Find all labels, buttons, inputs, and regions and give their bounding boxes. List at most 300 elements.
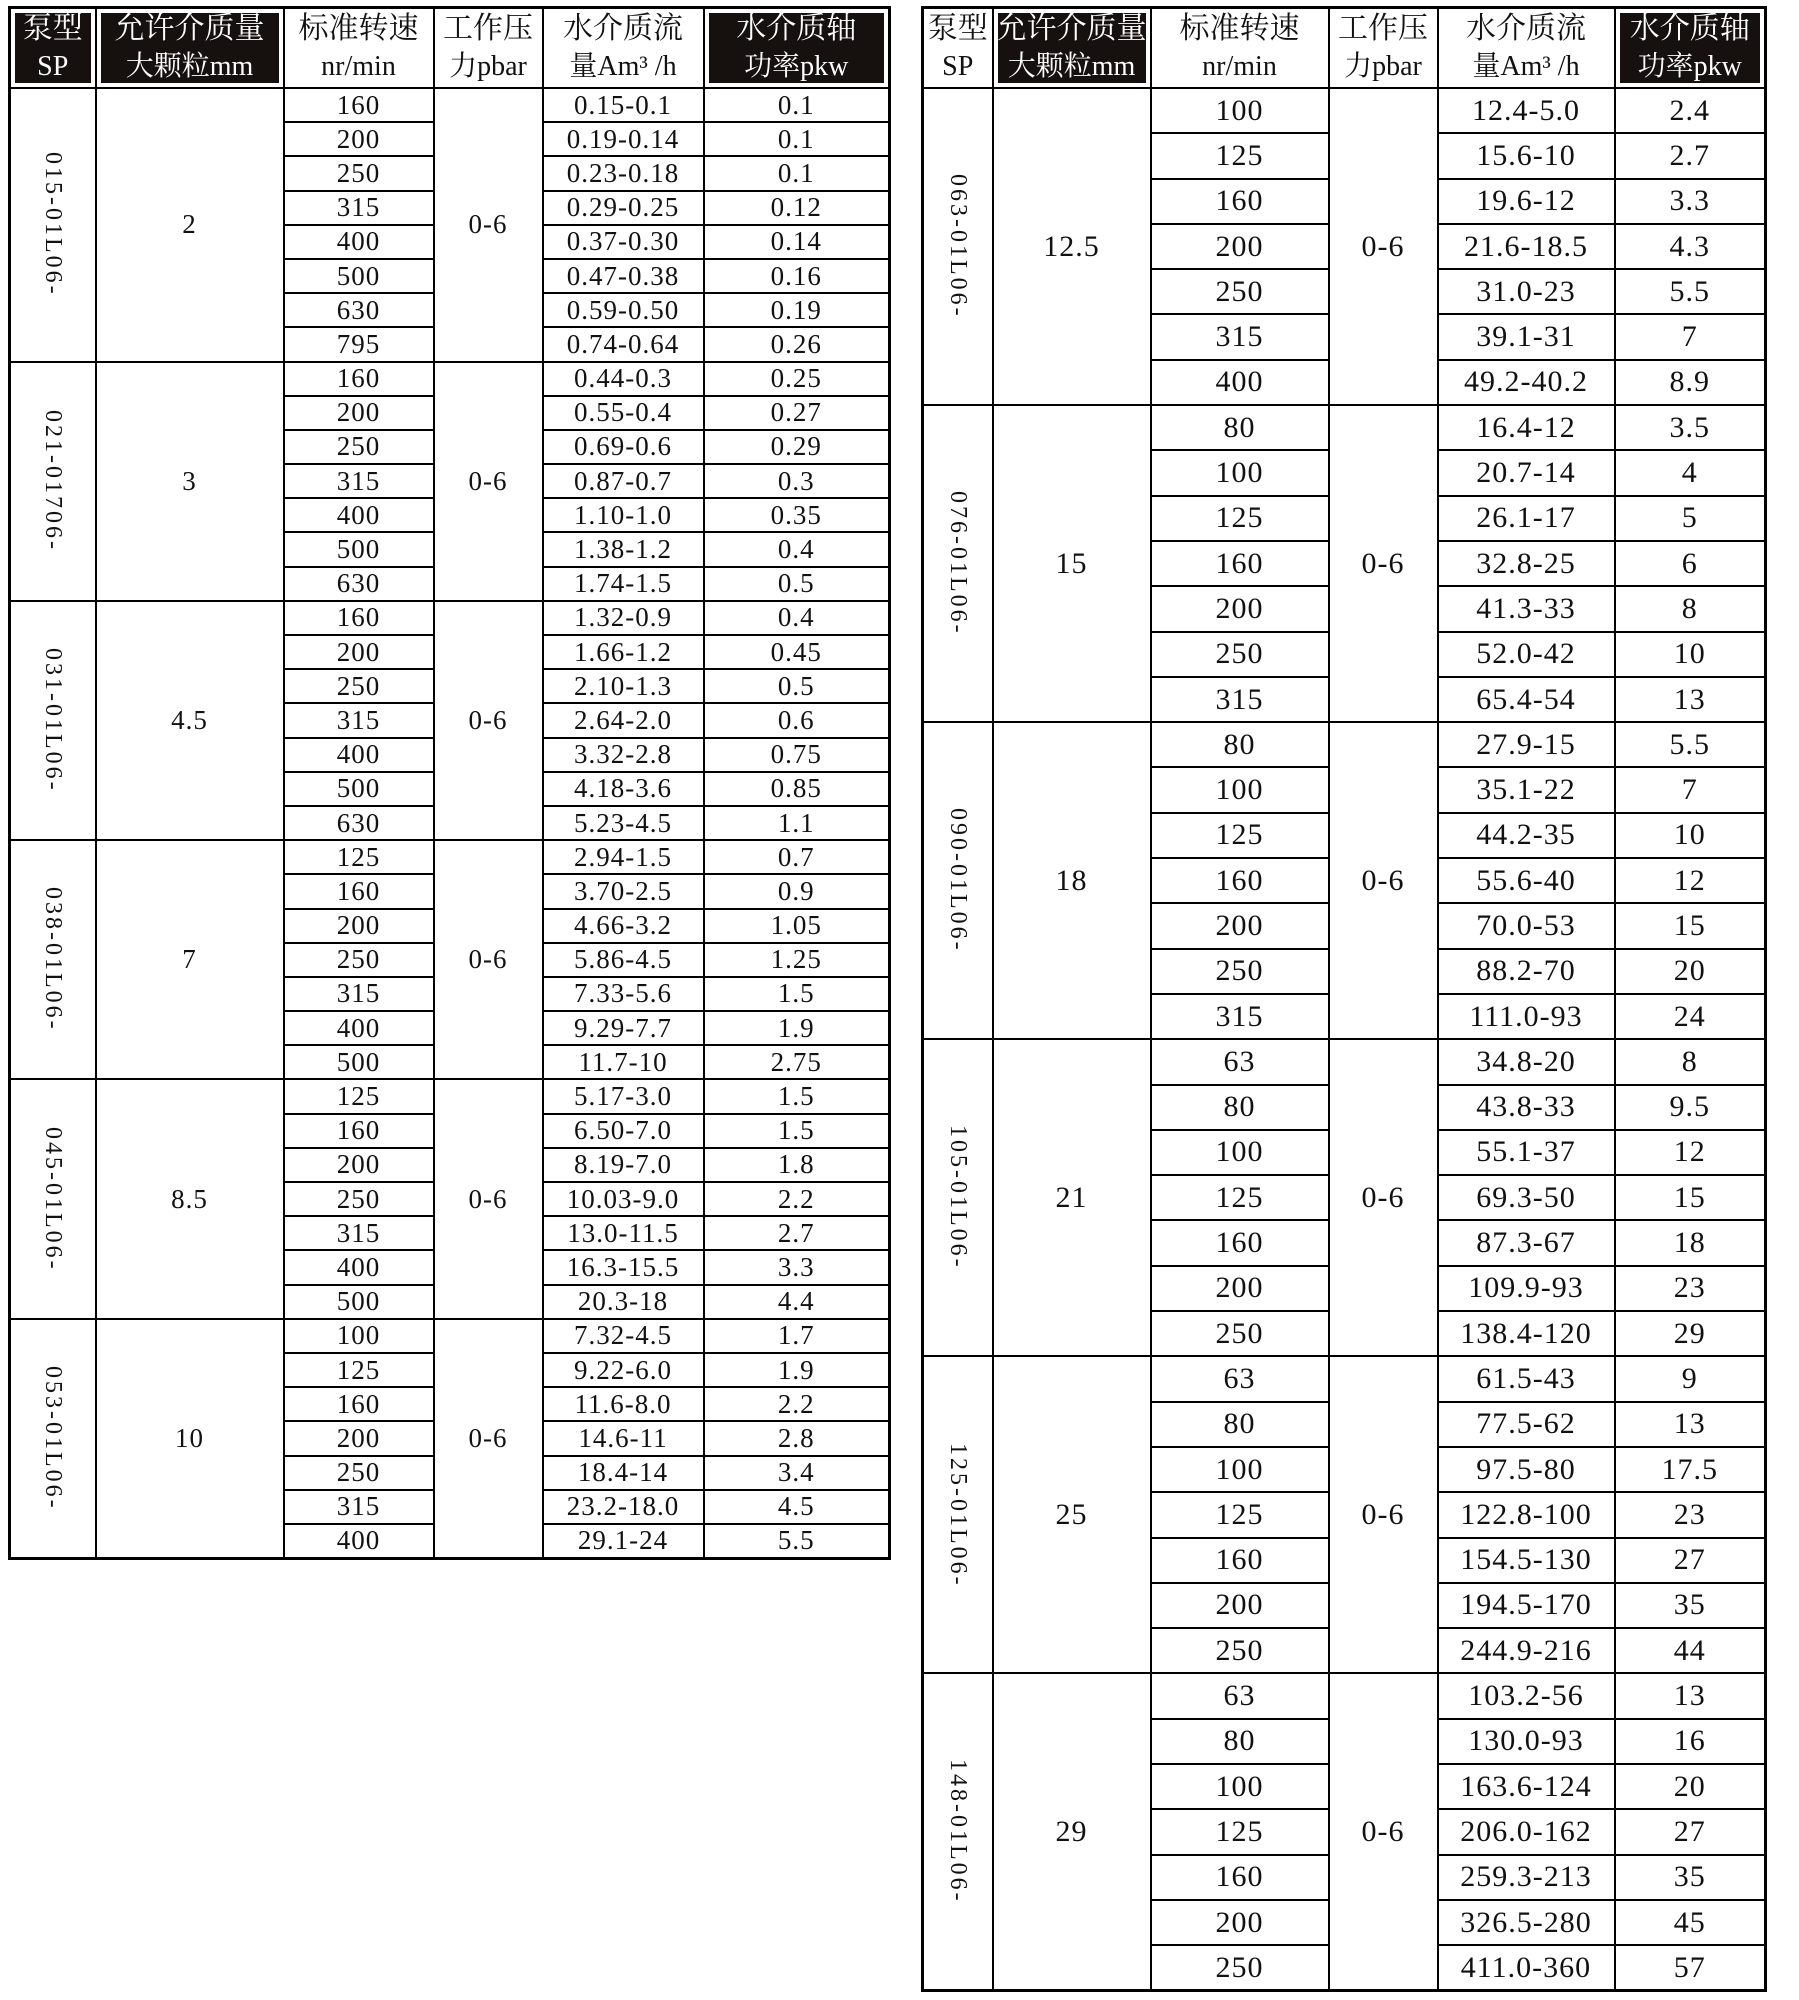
speed-cell: 80 xyxy=(1151,405,1329,450)
pump-model-cell xyxy=(923,1673,993,1990)
flow-rate-cell: 138.4-120 xyxy=(1438,1311,1615,1356)
pump-model-cell xyxy=(10,362,96,601)
column-header xyxy=(284,8,434,89)
flow-rate-cell: 39.1-31 xyxy=(1438,314,1615,359)
speed-cell: 200 xyxy=(284,122,434,156)
speed-cell: 160 xyxy=(284,874,434,908)
flow-rate-cell: 0.47-0.38 xyxy=(543,259,704,293)
shaft-power-cell: 3.5 xyxy=(1615,405,1766,450)
shaft-power-cell: 0.16 xyxy=(704,259,890,293)
shaft-power-cell: 0.9 xyxy=(704,874,890,908)
flow-rate-cell: 10.03-9.0 xyxy=(543,1182,704,1216)
shaft-power-cell: 13 xyxy=(1615,1673,1766,1718)
flow-rate-cell: 7.33-5.6 xyxy=(543,977,704,1011)
shaft-power-cell: 18 xyxy=(1615,1220,1766,1265)
flow-rate-cell: 49.2-40.2 xyxy=(1438,360,1615,405)
shaft-power-cell: 0.12 xyxy=(704,191,890,225)
flow-rate-cell: 97.5-80 xyxy=(1438,1447,1615,1492)
working-pressure-cell: 0-6 xyxy=(434,88,543,362)
speed-cell: 250 xyxy=(1151,1945,1329,1990)
flow-rate-cell: 0.74-0.64 xyxy=(543,327,704,361)
column-header xyxy=(434,8,543,89)
flow-rate-cell: 26.1-17 xyxy=(1438,496,1615,541)
speed-cell: 315 xyxy=(284,703,434,737)
speed-cell: 500 xyxy=(284,1045,434,1079)
speed-cell: 315 xyxy=(1151,994,1329,1039)
flow-rate-cell: 1.38-1.2 xyxy=(543,532,704,566)
speed-cell: 100 xyxy=(284,1319,434,1353)
column-header xyxy=(543,8,704,89)
particle-size-cell: 25 xyxy=(993,1356,1151,1673)
shaft-power-cell: 0.1 xyxy=(704,122,890,156)
flow-rate-cell: 21.6-18.5 xyxy=(1438,224,1615,269)
speed-cell: 160 xyxy=(284,362,434,396)
flow-rate-cell: 194.5-170 xyxy=(1438,1583,1615,1628)
shaft-power-cell: 2.7 xyxy=(704,1216,890,1250)
speed-cell: 100 xyxy=(1151,450,1329,495)
speed-cell: 100 xyxy=(1151,1764,1329,1809)
flow-rate-cell: 4.66-3.2 xyxy=(543,909,704,943)
flow-rate-cell: 4.18-3.6 xyxy=(543,772,704,806)
flow-rate-cell: 15.6-10 xyxy=(1438,133,1615,178)
pump-model-text: 015-01L06- xyxy=(39,152,66,298)
flow-rate-cell: 52.0-42 xyxy=(1438,632,1615,677)
flow-rate-cell: 0.15-0.1 xyxy=(543,88,704,122)
column-header-line1: 允许介质量 xyxy=(996,12,1147,45)
shaft-power-cell: 1.05 xyxy=(704,909,890,943)
flow-rate-cell: 41.3-33 xyxy=(1438,586,1615,631)
flow-rate-cell: 5.23-4.5 xyxy=(543,806,704,840)
speed-cell: 250 xyxy=(284,1456,434,1490)
column-header-line1: 水介质轴 xyxy=(736,12,857,45)
flow-rate-cell: 0.59-0.50 xyxy=(543,293,704,327)
flow-rate-cell: 65.4-54 xyxy=(1438,677,1615,722)
speed-cell: 100 xyxy=(1151,767,1329,812)
speed-cell: 200 xyxy=(1151,1583,1329,1628)
pump-table-left xyxy=(8,6,891,1560)
working-pressure-cell: 0-6 xyxy=(434,1319,543,1558)
flow-rate-cell: 1.74-1.5 xyxy=(543,567,704,601)
flow-rate-cell: 5.17-3.0 xyxy=(543,1079,704,1113)
column-header xyxy=(923,8,993,89)
pump-model-cell xyxy=(923,1356,993,1673)
pump-model-text: 076-01L06- xyxy=(944,491,971,636)
shaft-power-cell: 0.85 xyxy=(704,772,890,806)
shaft-power-cell: 0.26 xyxy=(704,327,890,361)
speed-cell: 250 xyxy=(1151,632,1329,677)
column-header-line2: 力pbar xyxy=(1344,51,1422,82)
flow-rate-cell: 0.29-0.25 xyxy=(543,191,704,225)
particle-size-cell: 15 xyxy=(993,405,1151,722)
shaft-power-cell: 23 xyxy=(1615,1492,1766,1537)
shaft-power-cell: 1.7 xyxy=(704,1319,890,1353)
working-pressure-cell: 0-6 xyxy=(1329,1673,1438,1990)
flow-rate-cell: 35.1-22 xyxy=(1438,767,1615,812)
shaft-power-cell: 2.75 xyxy=(704,1045,890,1079)
shaft-power-cell: 0.7 xyxy=(704,840,890,874)
shaft-power-cell: 8 xyxy=(1615,1039,1766,1084)
shaft-power-cell: 0.1 xyxy=(704,88,890,122)
speed-cell: 500 xyxy=(284,532,434,566)
shaft-power-cell: 1.25 xyxy=(704,943,890,977)
speed-cell: 125 xyxy=(1151,813,1329,858)
header-row xyxy=(923,8,1766,89)
flow-rate-cell: 16.4-12 xyxy=(1438,405,1615,450)
flow-rate-cell: 9.22-6.0 xyxy=(543,1353,704,1387)
particle-size-cell: 8.5 xyxy=(96,1079,284,1318)
particle-size-cell: 3 xyxy=(96,362,284,601)
speed-cell: 315 xyxy=(284,191,434,225)
shaft-power-cell: 12 xyxy=(1615,858,1766,903)
flow-rate-cell: 14.6-11 xyxy=(543,1421,704,1455)
shaft-power-cell: 15 xyxy=(1615,1175,1766,1220)
shaft-power-cell: 16 xyxy=(1615,1719,1766,1764)
flow-rate-cell: 130.0-93 xyxy=(1438,1719,1615,1764)
column-header-line2: 大颗粒mm xyxy=(1007,51,1136,82)
speed-cell: 100 xyxy=(1151,88,1329,133)
working-pressure-cell: 0-6 xyxy=(1329,722,1438,1039)
shaft-power-cell: 0.29 xyxy=(704,430,890,464)
flow-rate-cell: 2.10-1.3 xyxy=(543,669,704,703)
pump-model-cell xyxy=(923,405,993,722)
shaft-power-cell: 0.4 xyxy=(704,532,890,566)
flow-rate-cell: 31.0-23 xyxy=(1438,269,1615,314)
speed-cell: 250 xyxy=(284,669,434,703)
shaft-power-cell: 0.5 xyxy=(704,669,890,703)
column-header xyxy=(96,8,284,89)
column-header-line1: 泵型 xyxy=(22,12,83,45)
shaft-power-cell: 0.27 xyxy=(704,396,890,430)
shaft-power-cell: 15 xyxy=(1615,903,1766,948)
speed-cell: 125 xyxy=(1151,1175,1329,1220)
flow-rate-cell: 20.3-18 xyxy=(543,1285,704,1319)
speed-cell: 80 xyxy=(1151,1402,1329,1447)
shaft-power-cell: 10 xyxy=(1615,632,1766,677)
speed-cell: 315 xyxy=(1151,677,1329,722)
column-header-line1: 泵型 xyxy=(927,12,988,45)
speed-cell: 315 xyxy=(284,1216,434,1250)
speed-cell: 630 xyxy=(284,567,434,601)
speed-cell: 630 xyxy=(284,806,434,840)
table-row xyxy=(923,88,1766,133)
shaft-power-cell: 0.5 xyxy=(704,567,890,601)
flow-rate-cell: 0.37-0.30 xyxy=(543,225,704,259)
shaft-power-cell: 1.8 xyxy=(704,1148,890,1182)
pump-model-text: 038-01L06- xyxy=(39,887,66,1033)
flow-rate-cell: 411.0-360 xyxy=(1438,1945,1615,1990)
speed-cell: 160 xyxy=(1151,858,1329,903)
particle-size-cell: 21 xyxy=(993,1039,1151,1356)
speed-cell: 315 xyxy=(284,1490,434,1524)
flow-rate-cell: 87.3-67 xyxy=(1438,1220,1615,1265)
flow-rate-cell: 23.2-18.0 xyxy=(543,1490,704,1524)
column-header-line1: 工作压 xyxy=(443,12,533,45)
speed-cell: 400 xyxy=(284,1250,434,1284)
flow-rate-cell: 12.4-5.0 xyxy=(1438,88,1615,133)
shaft-power-cell: 5.5 xyxy=(1615,269,1766,314)
flow-rate-cell: 13.0-11.5 xyxy=(543,1216,704,1250)
speed-cell: 500 xyxy=(284,1285,434,1319)
column-header xyxy=(1438,8,1615,89)
speed-cell: 250 xyxy=(284,430,434,464)
shaft-power-cell: 5 xyxy=(1615,496,1766,541)
shaft-power-cell: 9 xyxy=(1615,1356,1766,1401)
flow-rate-cell: 3.70-2.5 xyxy=(543,874,704,908)
speed-cell: 200 xyxy=(1151,1266,1329,1311)
column-header-line2: SP xyxy=(942,51,974,82)
speed-cell: 125 xyxy=(1151,133,1329,178)
speed-cell: 400 xyxy=(284,1524,434,1558)
shaft-power-cell: 0.75 xyxy=(704,738,890,772)
flow-rate-cell: 103.2-56 xyxy=(1438,1673,1615,1718)
shaft-power-cell: 4.3 xyxy=(1615,224,1766,269)
column-header-line2: 功率pkw xyxy=(1637,51,1742,82)
pump-model-text: 031-01L06- xyxy=(39,648,66,793)
flow-rate-cell: 154.5-130 xyxy=(1438,1538,1615,1583)
flow-rate-cell: 1.10-1.0 xyxy=(543,498,704,532)
table-row xyxy=(923,1673,1766,1718)
pump-model-text: 063-01L06- xyxy=(944,174,971,319)
flow-rate-cell: 69.3-50 xyxy=(1438,1175,1615,1220)
shaft-power-cell: 4.4 xyxy=(704,1285,890,1319)
speed-cell: 250 xyxy=(1151,949,1329,994)
flow-rate-cell: 8.19-7.0 xyxy=(543,1148,704,1182)
speed-cell: 125 xyxy=(284,840,434,874)
speed-cell: 250 xyxy=(1151,1311,1329,1356)
flow-rate-cell: 55.6-40 xyxy=(1438,858,1615,903)
column-header xyxy=(704,8,890,89)
table-row xyxy=(10,88,890,122)
working-pressure-cell: 0-6 xyxy=(1329,88,1438,405)
column-header-line1: 水介质流 xyxy=(563,12,683,45)
shaft-power-cell: 17.5 xyxy=(1615,1447,1766,1492)
flow-rate-cell: 3.32-2.8 xyxy=(543,738,704,772)
column-header-line1: 允许介质量 xyxy=(114,12,265,45)
column-header-line1: 标准转速 xyxy=(1179,12,1300,45)
speed-cell: 250 xyxy=(284,156,434,190)
column-header xyxy=(1329,8,1438,89)
speed-cell: 250 xyxy=(284,1182,434,1216)
table-row xyxy=(923,1039,1766,1084)
pump-model-cell xyxy=(10,840,96,1079)
flow-rate-cell: 1.66-1.2 xyxy=(543,635,704,669)
speed-cell: 200 xyxy=(1151,586,1329,631)
flow-rate-cell: 55.1-37 xyxy=(1438,1130,1615,1175)
flow-rate-cell: 5.86-4.5 xyxy=(543,943,704,977)
flow-rate-cell: 77.5-62 xyxy=(1438,1402,1615,1447)
shaft-power-cell: 24 xyxy=(1615,994,1766,1039)
flow-rate-cell: 27.9-15 xyxy=(1438,722,1615,767)
flow-rate-cell: 7.32-4.5 xyxy=(543,1319,704,1353)
shaft-power-cell: 0.25 xyxy=(704,362,890,396)
flow-rate-cell: 6.50-7.0 xyxy=(543,1114,704,1148)
speed-cell: 200 xyxy=(284,909,434,943)
speed-cell: 200 xyxy=(1151,903,1329,948)
flow-rate-cell: 43.8-33 xyxy=(1438,1085,1615,1130)
flow-rate-cell: 259.3-213 xyxy=(1438,1855,1615,1900)
speed-cell: 630 xyxy=(284,293,434,327)
column-header-line1: 水介质流 xyxy=(1466,12,1586,45)
flow-rate-cell: 2.64-2.0 xyxy=(543,703,704,737)
shaft-power-cell: 0.19 xyxy=(704,293,890,327)
flow-rate-cell: 44.2-35 xyxy=(1438,813,1615,858)
speed-cell: 125 xyxy=(284,1079,434,1113)
working-pressure-cell: 0-6 xyxy=(1329,405,1438,722)
speed-cell: 200 xyxy=(1151,1900,1329,1945)
speed-cell: 400 xyxy=(284,738,434,772)
speed-cell: 160 xyxy=(284,1114,434,1148)
table-body xyxy=(10,88,890,1558)
shaft-power-cell: 0.35 xyxy=(704,498,890,532)
speed-cell: 80 xyxy=(1151,1719,1329,1764)
particle-size-cell: 4.5 xyxy=(96,601,284,840)
speed-cell: 500 xyxy=(284,772,434,806)
flow-rate-cell: 32.8-25 xyxy=(1438,541,1615,586)
speed-cell: 315 xyxy=(284,464,434,498)
working-pressure-cell: 0-6 xyxy=(1329,1356,1438,1673)
flow-rate-cell: 326.5-280 xyxy=(1438,1900,1615,1945)
shaft-power-cell: 0.6 xyxy=(704,703,890,737)
speed-cell: 315 xyxy=(1151,314,1329,359)
speed-cell: 200 xyxy=(284,1148,434,1182)
pump-model-cell xyxy=(10,88,96,362)
working-pressure-cell: 0-6 xyxy=(434,1079,543,1318)
flow-rate-cell: 244.9-216 xyxy=(1438,1628,1615,1673)
shaft-power-cell: 1.5 xyxy=(704,1079,890,1113)
speed-cell: 63 xyxy=(1151,1039,1329,1084)
shaft-power-cell: 1.9 xyxy=(704,1011,890,1045)
flow-rate-cell: 18.4-14 xyxy=(543,1456,704,1490)
column-header-line2: SP xyxy=(37,51,69,82)
speed-cell: 200 xyxy=(284,396,434,430)
shaft-power-cell: 6 xyxy=(1615,541,1766,586)
pump-table-right xyxy=(921,6,1767,1992)
flow-rate-cell: 206.0-162 xyxy=(1438,1809,1615,1854)
shaft-power-cell: 2.2 xyxy=(704,1182,890,1216)
shaft-power-cell: 35 xyxy=(1615,1583,1766,1628)
pump-model-text: 021-01706- xyxy=(39,410,66,553)
shaft-power-cell: 7 xyxy=(1615,767,1766,812)
speed-cell: 100 xyxy=(1151,1130,1329,1175)
shaft-power-cell: 0.45 xyxy=(704,635,890,669)
column-header-line2: nr/min xyxy=(321,51,396,82)
speed-cell: 160 xyxy=(284,1387,434,1421)
particle-size-cell: 10 xyxy=(96,1319,284,1558)
column-header-line2: 功率pkw xyxy=(744,51,849,82)
particle-size-cell: 12.5 xyxy=(993,88,1151,405)
shaft-power-cell: 44 xyxy=(1615,1628,1766,1673)
shaft-power-cell: 0.14 xyxy=(704,225,890,259)
column-header xyxy=(993,8,1151,89)
flow-rate-cell: 109.9-93 xyxy=(1438,1266,1615,1311)
shaft-power-cell: 57 xyxy=(1615,1945,1766,1990)
shaft-power-cell: 13 xyxy=(1615,677,1766,722)
flow-rate-cell: 111.0-93 xyxy=(1438,994,1615,1039)
speed-cell: 63 xyxy=(1151,1673,1329,1718)
speed-cell: 400 xyxy=(1151,360,1329,405)
speed-cell: 250 xyxy=(284,943,434,977)
shaft-power-cell: 10 xyxy=(1615,813,1766,858)
shaft-power-cell: 2.8 xyxy=(704,1421,890,1455)
flow-rate-cell: 0.69-0.6 xyxy=(543,430,704,464)
shaft-power-cell: 2.4 xyxy=(1615,88,1766,133)
flow-rate-cell: 0.23-0.18 xyxy=(543,156,704,190)
shaft-power-cell: 3.3 xyxy=(704,1250,890,1284)
column-header-line2: 量Am³ /h xyxy=(569,51,677,82)
shaft-power-cell: 1.5 xyxy=(704,1114,890,1148)
column-header-line1: 工作压 xyxy=(1338,12,1428,45)
speed-cell: 200 xyxy=(284,635,434,669)
shaft-power-cell: 1.5 xyxy=(704,977,890,1011)
flow-rate-cell: 20.7-14 xyxy=(1438,450,1615,495)
speed-cell: 315 xyxy=(284,977,434,1011)
flow-rate-cell: 88.2-70 xyxy=(1438,949,1615,994)
speed-cell: 125 xyxy=(284,1353,434,1387)
flow-rate-cell: 11.6-8.0 xyxy=(543,1387,704,1421)
shaft-power-cell: 7 xyxy=(1615,314,1766,359)
shaft-power-cell: 9.5 xyxy=(1615,1085,1766,1130)
speed-cell: 200 xyxy=(284,1421,434,1455)
shaft-power-cell: 45 xyxy=(1615,1900,1766,1945)
shaft-power-cell: 0.1 xyxy=(704,156,890,190)
shaft-power-cell: 27 xyxy=(1615,1538,1766,1583)
flow-rate-cell: 9.29-7.7 xyxy=(543,1011,704,1045)
column-header xyxy=(1151,8,1329,89)
speed-cell: 80 xyxy=(1151,722,1329,767)
pump-model-cell xyxy=(923,1039,993,1356)
shaft-power-cell: 3.4 xyxy=(704,1456,890,1490)
header-row xyxy=(10,8,890,89)
column-header-line2: 量Am³ /h xyxy=(1472,51,1580,82)
table-row xyxy=(10,362,890,396)
shaft-power-cell: 2.7 xyxy=(1615,133,1766,178)
table-header xyxy=(10,8,890,89)
speed-cell: 160 xyxy=(1151,1220,1329,1265)
table-row xyxy=(10,601,890,635)
pump-model-cell xyxy=(10,601,96,840)
column-header xyxy=(10,8,96,89)
table-row xyxy=(10,1079,890,1113)
speed-cell: 795 xyxy=(284,327,434,361)
shaft-power-cell: 8.9 xyxy=(1615,360,1766,405)
speed-cell: 80 xyxy=(1151,1085,1329,1130)
flow-rate-cell: 163.6-124 xyxy=(1438,1764,1615,1809)
table-row xyxy=(10,840,890,874)
shaft-power-cell: 2.2 xyxy=(704,1387,890,1421)
flow-rate-cell: 29.1-24 xyxy=(543,1524,704,1558)
column-header-line1: 水介质轴 xyxy=(1629,12,1750,45)
working-pressure-cell: 0-6 xyxy=(434,840,543,1079)
column-header xyxy=(1615,8,1766,89)
flow-rate-cell: 2.94-1.5 xyxy=(543,840,704,874)
shaft-power-cell: 29 xyxy=(1615,1311,1766,1356)
shaft-power-cell: 0.3 xyxy=(704,464,890,498)
speed-cell: 160 xyxy=(1151,1538,1329,1583)
table-row xyxy=(923,405,1766,450)
flow-rate-cell: 16.3-15.5 xyxy=(543,1250,704,1284)
table-body xyxy=(923,88,1766,1990)
pump-model-text: 045-01L06- xyxy=(39,1126,66,1272)
flow-rate-cell: 0.55-0.4 xyxy=(543,396,704,430)
flow-rate-cell: 61.5-43 xyxy=(1438,1356,1615,1401)
speed-cell: 250 xyxy=(1151,1628,1329,1673)
shaft-power-cell: 20 xyxy=(1615,949,1766,994)
speed-cell: 125 xyxy=(1151,1809,1329,1854)
flow-rate-cell: 19.6-12 xyxy=(1438,179,1615,224)
flow-rate-cell: 34.8-20 xyxy=(1438,1039,1615,1084)
shaft-power-cell: 8 xyxy=(1615,586,1766,631)
table-row xyxy=(10,1319,890,1353)
